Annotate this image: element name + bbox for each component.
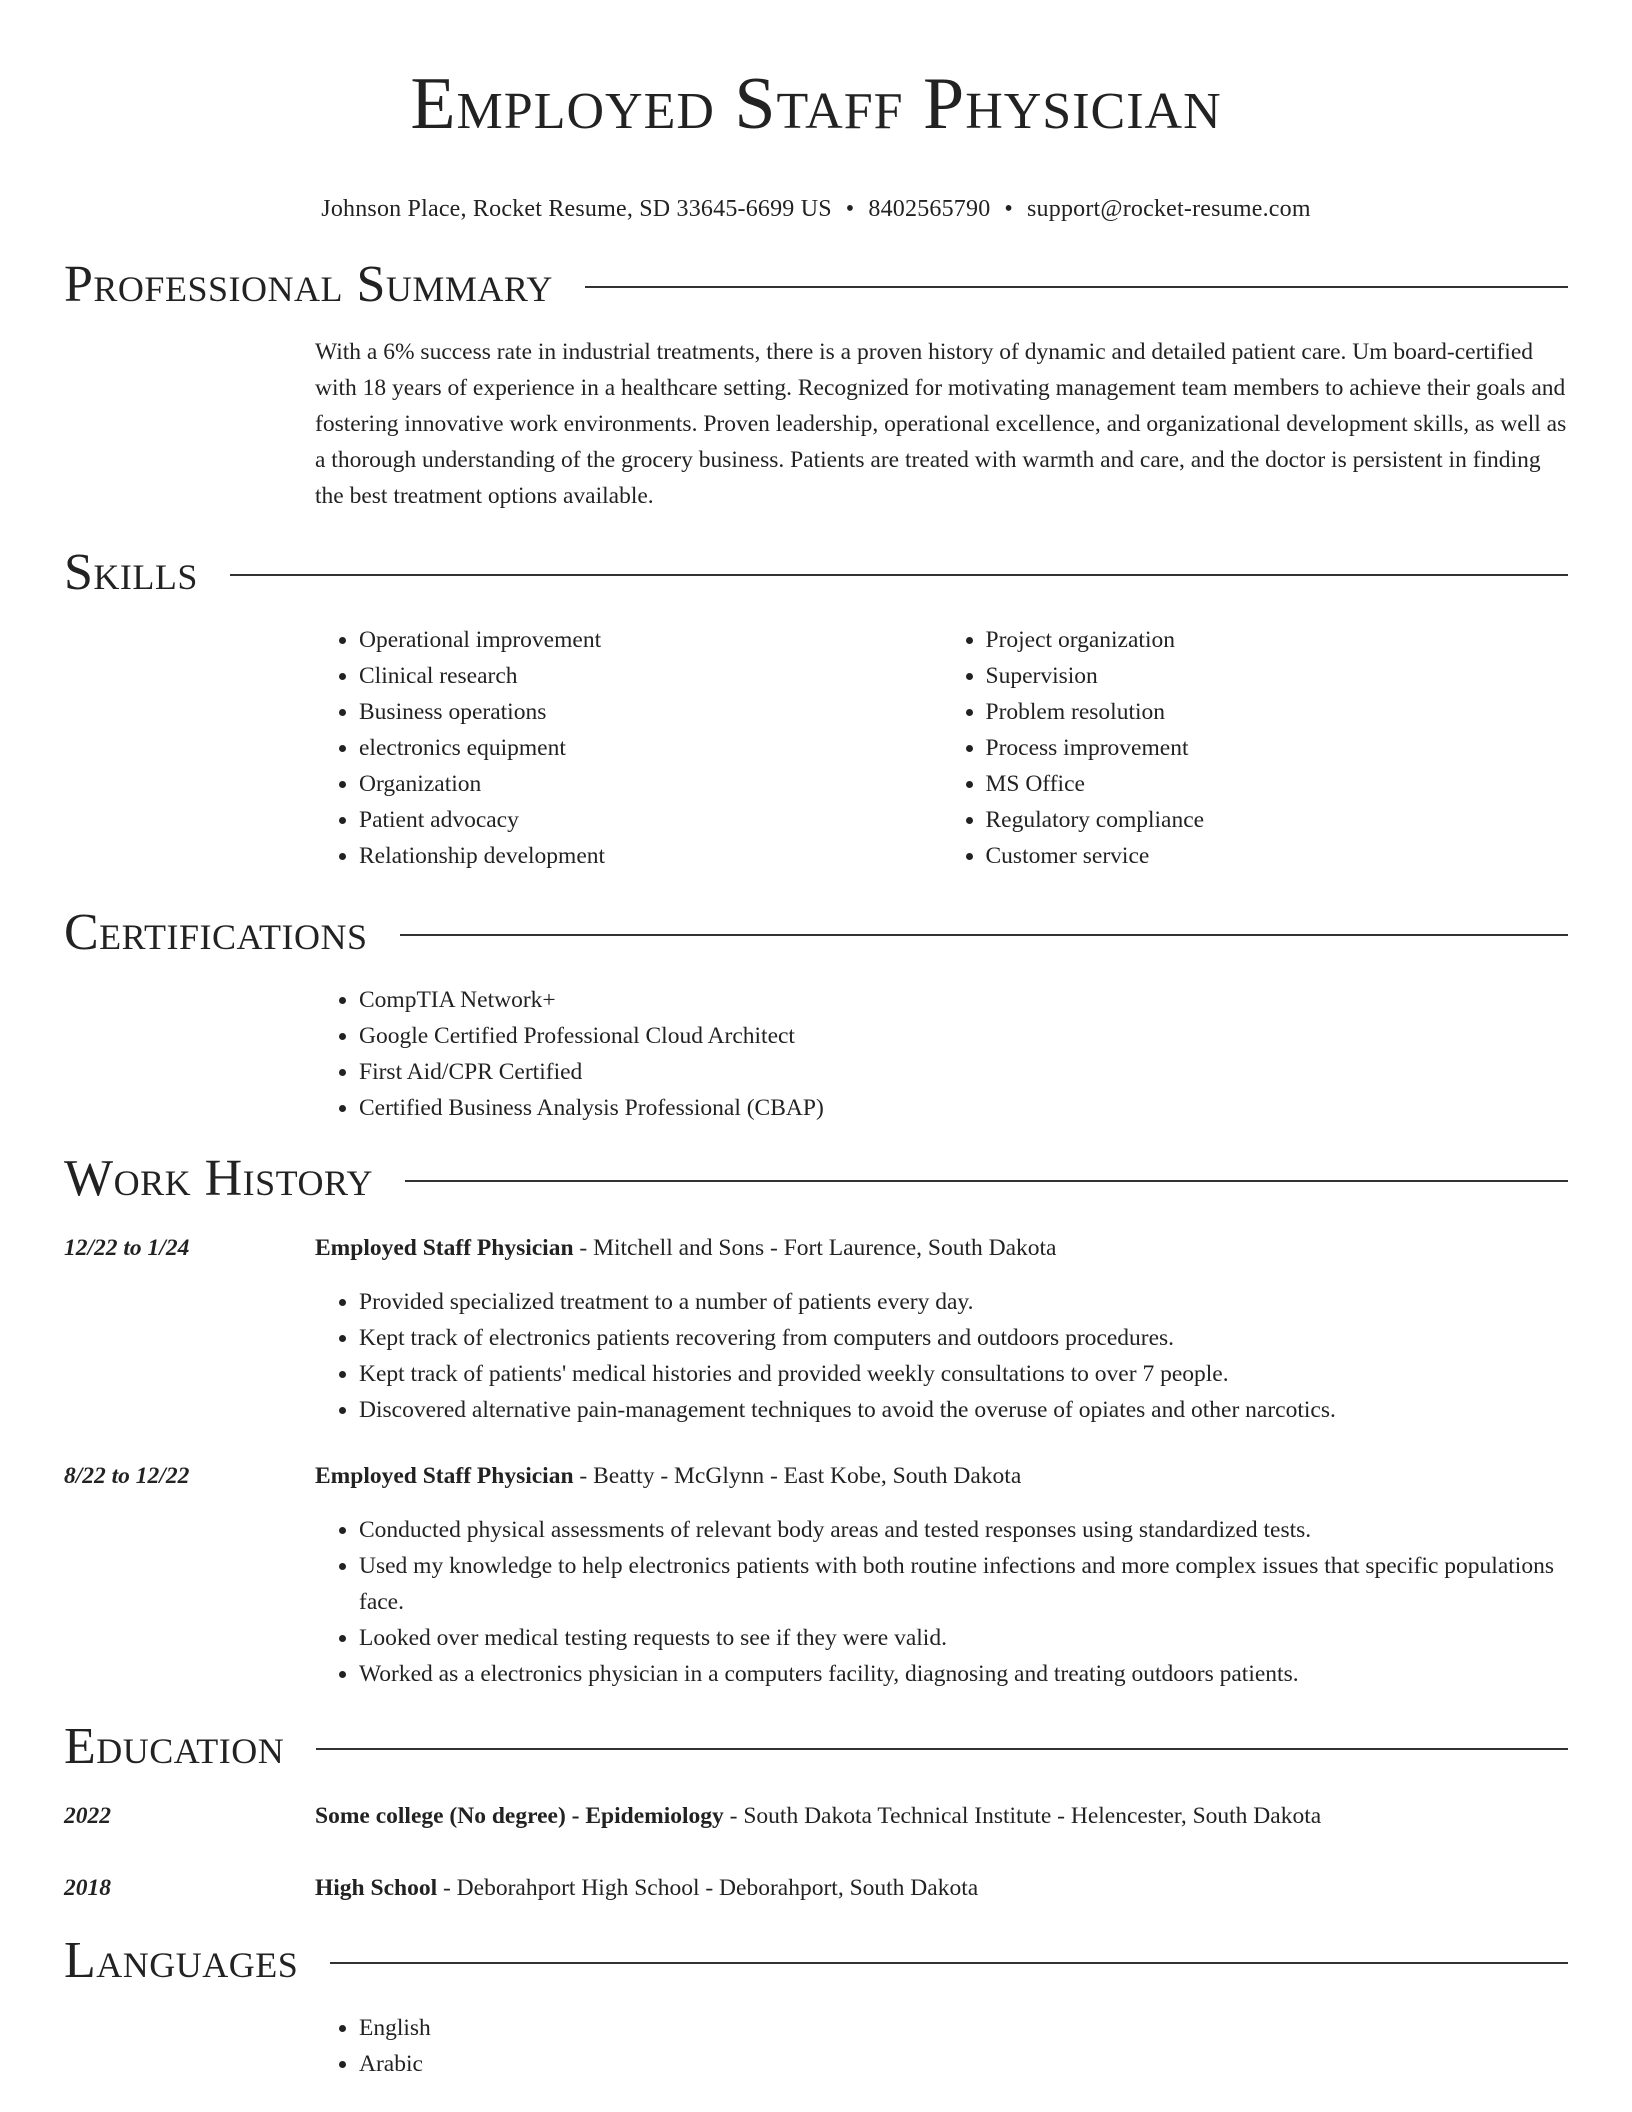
work-history-section (64, 1148, 1568, 1692)
job-entry (64, 1458, 1568, 1692)
job-bullets (315, 1512, 1568, 1692)
contact-separator: • (1004, 196, 1014, 222)
education-school: - South Dakota Technical Institute - Helencester, South Dakota (723, 1803, 1322, 1829)
skill-item: • Operational improvement (359, 622, 942, 658)
certification-item: • Certified Business Analysis Professional (CBAP) (359, 1090, 1568, 1126)
job-company: - Mitchell and Sons - Fort Laurence, South Dakota (573, 1235, 1057, 1261)
education-degree: Some college (No degree) - Epidemiology (315, 1803, 724, 1829)
skill-item: • Relationship development (359, 838, 942, 874)
certifications-content (315, 982, 1568, 1126)
languages-section (64, 1930, 1568, 2082)
education-line (315, 1798, 1568, 1834)
language-item: • Arabic (359, 2046, 1568, 2082)
job-dates: 8/22 to 12/22 (64, 1463, 190, 1489)
section-header (64, 1716, 1568, 1778)
job-dates: 12/22 to 1/24 (64, 1235, 190, 1261)
job-bullet: • Used my knowledge to help electronics patients with both routine infections and more complex issues that specific populations face. (359, 1548, 1568, 1620)
skill-item: • Organization (359, 766, 942, 802)
job-entry (64, 1230, 1568, 1428)
skill-item: • Problem resolution (986, 694, 1569, 730)
skill-item: • Customer service (986, 838, 1569, 874)
skill-item: • Process improvement (986, 730, 1569, 766)
section-header (64, 1148, 1568, 1210)
summary-content (315, 334, 1568, 514)
skill-item: • Supervision (986, 658, 1569, 694)
section-divider (330, 1962, 1568, 1964)
education-year: 2018 (64, 1875, 111, 1901)
skills-list-right (942, 622, 1569, 874)
skill-item: • Business operations (359, 694, 942, 730)
certification-item: • CompTIA Network+ (359, 982, 1568, 1018)
skills-grid (315, 622, 1568, 874)
job-header (64, 1458, 1568, 1494)
section-divider (405, 1180, 1568, 1182)
education-line (315, 1870, 1568, 1906)
job-bullet: • Kept track of patients' medical histories and provided weekly consultations to over 7 people. (359, 1356, 1568, 1392)
job-bullet: • Kept track of electronics patients recovering from computers and outdoors procedures. (359, 1320, 1568, 1356)
certification-item: • Google Certified Professional Cloud Architect (359, 1018, 1568, 1054)
contact-separator: • (845, 196, 855, 222)
languages-list (315, 2010, 1568, 2082)
skill-item: • Project organization (986, 622, 1569, 658)
section-divider (400, 934, 1568, 936)
section-header (64, 254, 1568, 316)
skill-item: • electronics equipment (359, 730, 942, 766)
languages-content (315, 2010, 1568, 2082)
contact-line (64, 194, 1568, 224)
skills-list-left (315, 622, 942, 874)
skills-section (64, 542, 1568, 874)
skill-item: • Regulatory compliance (986, 802, 1569, 838)
resume-name: Employed Staff Physician (410, 63, 1222, 145)
contact-phone: 8402565790 (868, 196, 991, 222)
job-header (64, 1230, 1568, 1266)
section-title: Professional Summary (64, 256, 553, 313)
section-title: Work History (64, 1150, 374, 1207)
section-header (64, 902, 1568, 964)
certification-item: • First Aid/CPR Certified (359, 1054, 1568, 1090)
section-title: Certifications (64, 904, 368, 961)
language-item: • English (359, 2010, 1568, 2046)
job-title-line (315, 1458, 1568, 1494)
job-company: - Beatty - McGlynn - East Kobe, South Dakota (573, 1463, 1022, 1489)
summary-section (64, 254, 1568, 514)
education-year: 2022 (64, 1803, 111, 1829)
section-title: Skills (64, 544, 198, 601)
job-bullet: • Provided specialized treatment to a number of patients every day. (359, 1284, 1568, 1320)
section-divider (585, 286, 1568, 288)
certifications-section (64, 902, 1568, 1126)
skill-item: • MS Office (986, 766, 1569, 802)
job-bullet: • Conducted physical assessments of relevant body areas and tested responses using standardized tests. (359, 1512, 1568, 1548)
section-header (64, 542, 1568, 604)
job-role: Employed Staff Physician (315, 1235, 574, 1261)
skill-item: • Patient advocacy (359, 802, 942, 838)
section-title: Languages (64, 1932, 299, 1989)
contact-email: support@rocket-resume.com (1027, 196, 1311, 222)
contact-address: Johnson Place, Rocket Resume, SD 33645-6699 US (321, 196, 832, 222)
education-school: - Deborahport High School - Deborahport, South Dakota (437, 1875, 979, 1901)
job-bullet: • Worked as a electronics physician in a computers facility, diagnosing and treating outdoors patients. (359, 1656, 1568, 1692)
skill-item: • Clinical research (359, 658, 942, 694)
job-role: Employed Staff Physician (315, 1463, 574, 1489)
education-section (64, 1716, 1568, 1906)
section-divider (316, 1748, 1568, 1750)
job-title-line (315, 1230, 1568, 1266)
certifications-list (315, 982, 1568, 1126)
education-degree: High School (315, 1875, 438, 1901)
job-bullet: • Discovered alternative pain-management techniques to avoid the overuse of opiates and other narcotics. (359, 1392, 1568, 1428)
job-bullets (315, 1284, 1568, 1428)
education-entry (64, 1870, 1568, 1906)
section-divider (230, 574, 1568, 576)
education-entry (64, 1798, 1568, 1834)
summary-text: With a 6% success rate in industrial treatments, there is a proven history of dynamic and detailed patient care. Um board-certified with 18 years of experience in a healthcare setting. Recognized for motivating management team members to achieve their goals and fostering innovative work environments. Proven leadership, operational excellence, and organizational development skills, as well as a thorough understanding of the grocery business. Patients are treated with warmth and care, and the doctor is persistent in finding the best treatment options available. (315, 339, 1567, 509)
section-title: Education (64, 1718, 285, 1775)
section-header (64, 1930, 1568, 1992)
job-bullet: • Looked over medical testing requests to see if they were valid. (359, 1620, 1568, 1656)
